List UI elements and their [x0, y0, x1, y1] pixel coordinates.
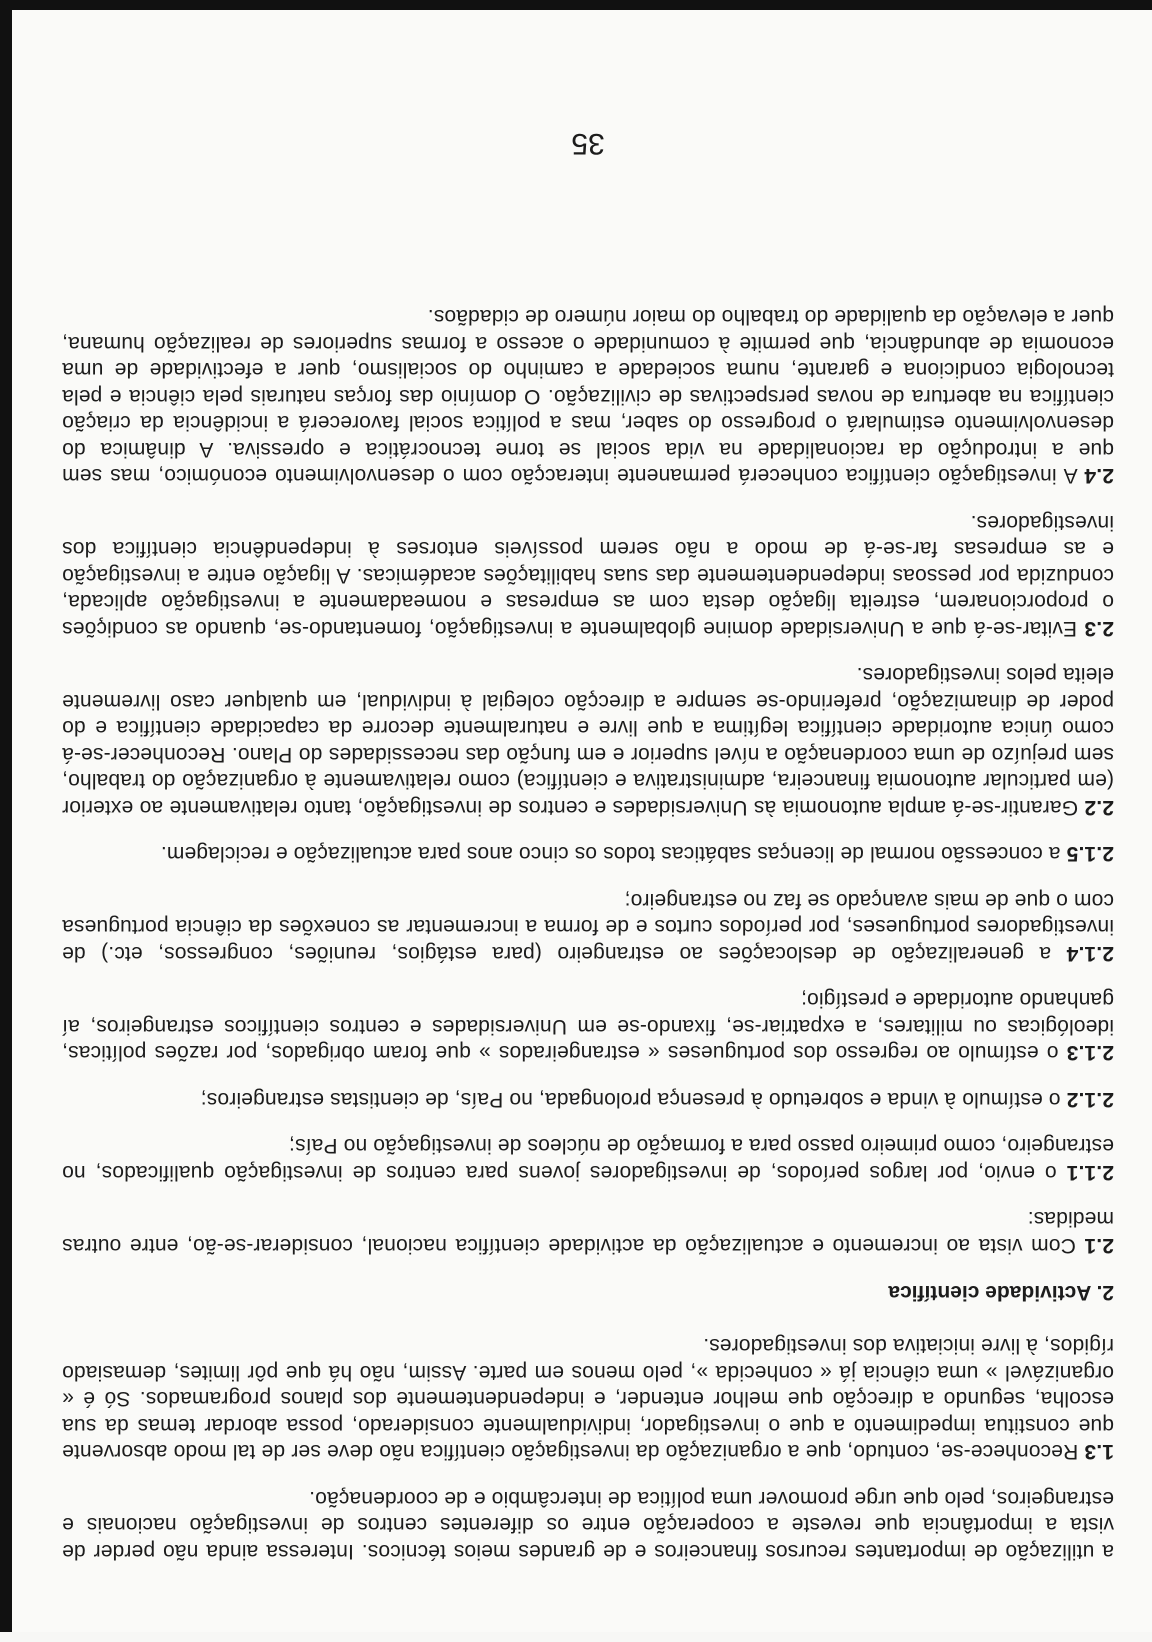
- text-body: [62, 283, 1114, 1564]
- paragraph-2-3: [62, 509, 1114, 642]
- rotated-page-content: [52, 10, 1124, 1642]
- paragraph-text: o envio, por largos períodos, de investigadores jovens para centros de investigação qualificados, no estrangeiro, como primeiro passo para a formação de núcleos de investigação no País;: [62, 1134, 1114, 1184]
- paragraph-number: 2.1: [1084, 1234, 1114, 1257]
- paragraph-2-1-1: [62, 1132, 1114, 1185]
- paragraph-number: 1.3: [1084, 1440, 1114, 1464]
- paragraph-2-1-2: [62, 1086, 1114, 1113]
- paragraph-number: 2.2: [1084, 796, 1114, 819]
- section-heading: 2. Actividade científica: [888, 1281, 1114, 1304]
- paragraph-2-2: [62, 661, 1114, 820]
- paragraph-text: Reconhece-se, contudo, que a organização da investigação científica não deve ser de tal modo absorvente que constitua impedimento a que o investigador, individualmente considerado, possa abordar temas da sua escolha, segundo a direcção que melhor entender, e independentemente dos planos programados. Só é « organizável » uma ciência já « conhecida », pelo menos em parte. Assim, não há que pôr limites, demasiado rígidos, à livre iniciativa dos investigadores.: [62, 1334, 1114, 1464]
- paragraph-text: a concessão normal de licenças sabáticas todos os cinco anos para actualização e reciclagem.: [160, 842, 1061, 866]
- paragraph-text: o estímulo à vinda e sobretudo à presença prolongada, no País, de cientistas estrangeiros;: [200, 1088, 1061, 1111]
- paragraph-text: o estímulo ao regresso dos portugueses « estrangeirados » que foram obrigados, por razões políticas, ideológicas ou militares, a expatriar-se, fixando-se em Universidades e centros científicos estrangeiros, aí ganhando autoridade e prestígio;: [62, 988, 1114, 1065]
- paragraph-1-3: [62, 1332, 1114, 1465]
- page-number: 35: [571, 127, 605, 160]
- paragraph-number: 2.1.5: [1066, 842, 1114, 866]
- paragraph-2-1-3: [62, 986, 1114, 1066]
- paragraph-number: 2.1.4: [1066, 942, 1114, 965]
- paragraph-number: 2.3: [1084, 617, 1114, 640]
- paragraph-2-4: [62, 303, 1114, 489]
- paragraph-text: Com vista ao incremento e actualização da actividade científica nacional, considerar-se-ão, entre outras medidas:: [62, 1207, 1114, 1257]
- paragraph-text: A investigação científica conhecerá permanente interacção com o desenvolvimento económico, mas sem que a introdução da racionalidade na vida social se torne tecnocrática e opressiva. A dinâmica do desenvolvimento estimulará o progresso do saber, mas a política social favorecerá a incidência da criação científica na abertura de novas perspectivas de civilização. O domínio das forças naturais pela ciência e pela tecnologia condiciona e garante, numa sociedade a caminho do socialismo, quer a efectividade de uma economia de abundância, que permite à comunidade o acesso a formas superiores de realização humana, quer a elevação da qualidade do trabalho do maior número de cidadãos.: [62, 305, 1114, 488]
- paragraph-2-1-4: [62, 887, 1114, 967]
- paragraph-number: 2.1.3: [1066, 1041, 1114, 1065]
- paragraph-number: 2.1.2: [1066, 1088, 1114, 1111]
- paragraph-continuation: [62, 1485, 1114, 1565]
- paragraph-number: 2.1.1: [1066, 1161, 1114, 1184]
- paragraph-number: 2.4: [1084, 464, 1114, 488]
- paragraph-2-1-5: [62, 840, 1114, 867]
- paragraph-text: Evitar-se-á que a Universidade domine globalmente a investigação, fomentando-se, quando as condições o proporcionarem, estreita ligação desta com as empresas e nomeadamente a investigação aplicada, conduzida por pessoas independentemente das suas habilitações académicas. A ligação entre a investigação e as empresas far-se-á de modo a não serem possíveis entorses à independência científica dos investigadores.: [62, 511, 1114, 640]
- paragraph-text: Garantir-se-á ampla autonomia às Universidades e centros de investigação, tanto relativamente ao exterior (em particular autonomia financeira, administrativa e científica) como relativamente à organização do trabalho, sem prejuízo de uma coordenação a nível superior e em função das necessidades do Plano. Reconhecer-se-á como única autoridade científica legítima a que livre e naturalmente decorre da capacidade científica e do poder de dinamização, preferindo-se sempre a direcção colegial à individual, em qualquer caso livremente eleita pelos investigadores.: [62, 663, 1114, 819]
- paragraph-text: a utilização de importantes recursos financeiros e de grandes meios técnicos. Interessa ainda não perder de vista a importância que reveste a cooperação entre os diferentes centros de investigação nacionais e estrangeiros, pelo que urge promover uma política de intercâmbio e de coordenação.: [62, 1487, 1114, 1563]
- paragraph-text: a generalização de deslocações ao estrangeiro (para estágios, reuniões, congressos, etc.) de investigadores portugueses, por períodos curtos e de forma a incrementar as conexões da ciência portuguesa com o que de mais avançado se faz no estrangeiro;: [62, 889, 1114, 965]
- paragraph-2-1: [62, 1205, 1114, 1258]
